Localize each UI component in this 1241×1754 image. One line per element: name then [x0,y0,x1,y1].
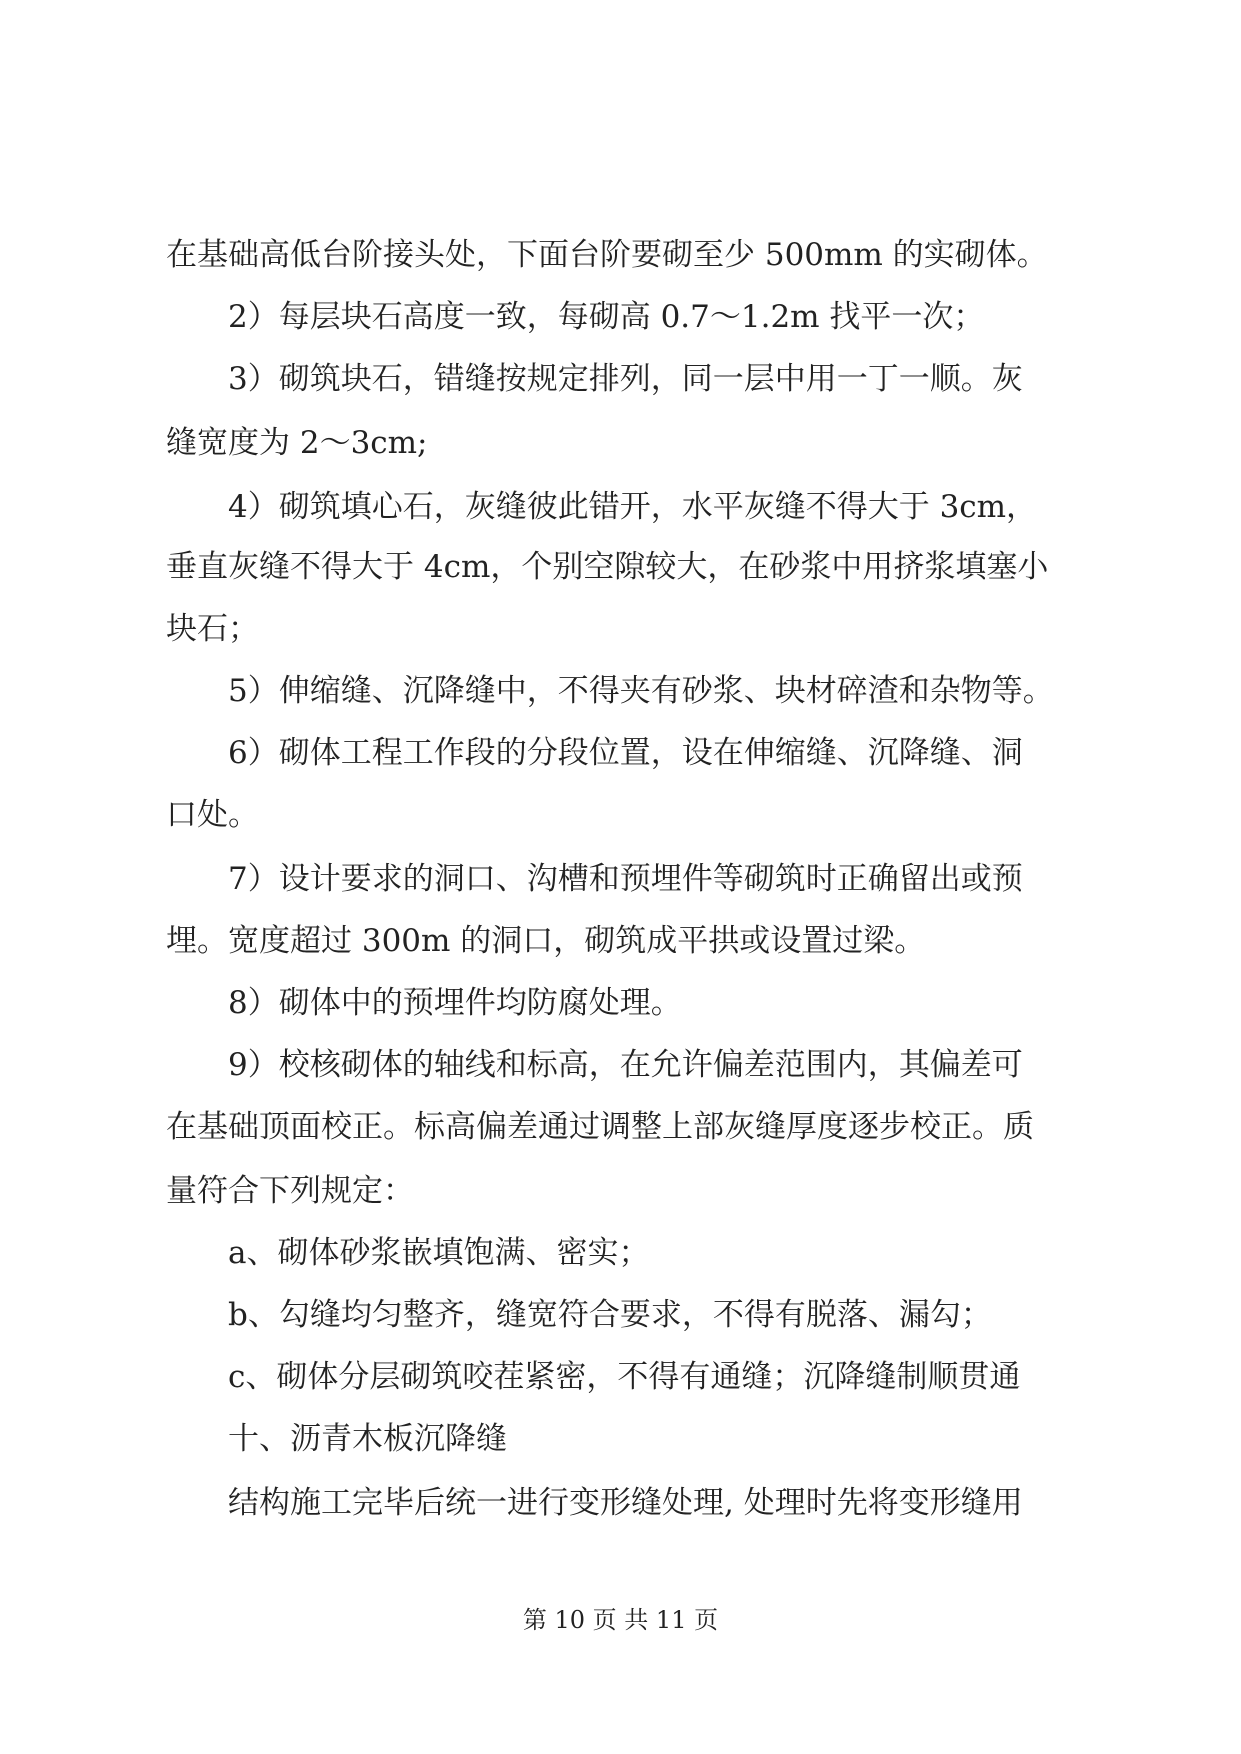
text-line: b、勾缝均匀整齐，缝宽符合要求，不得有脱落、漏勾； [228,1297,992,1333]
text-line: 垂直灰缝不得大于 4cm，个别空隙较大，在砂浆中用挤浆填塞小 [166,549,1049,585]
text-line: 6）砌体工程工作段的分段位置，设在伸缩缝、沉降缝、洞 [228,735,1023,771]
section-heading: 十、沥青木板沉降缝 [228,1421,507,1457]
text-line: 结构施工完毕后统一进行变形缝处理, 处理时先将变形缝用 [228,1485,1023,1521]
text-line: a、砌体砂浆嵌填饱满、密实； [228,1235,650,1271]
page-footer: 第 10 页 共 11 页 [522,1606,719,1634]
text-line: 量符合下列规定： [166,1173,414,1209]
text-line: 在基础高低台阶接头处，下面台阶要砌至少 500mm 的实砌体。 [166,237,1048,273]
text-line: 埋。宽度超过 300m 的洞口，砌筑成平拱或设置过梁。 [166,923,926,959]
text-line: 4）砌筑填心石，灰缝彼此错开，水平灰缝不得大于 3cm， [228,489,1038,525]
text-line: 2）每层块石高度一致，每砌高 0.7～1.2m 找平一次； [228,299,985,335]
text-line: 5）伸缩缝、沉降缝中，不得夹有砂浆、块材碎渣和杂物等。 [228,673,1054,709]
text-line: 口处。 [166,797,259,833]
text-line: 9）校核砌体的轴线和标高，在允许偏差范围内，其偏差可 [228,1047,1023,1083]
text-line: c、砌体分层砌筑咬茬紧密，不得有通缝；沉降缝制顺贯通 [228,1359,1021,1395]
text-line: 3）砌筑块石，错缝按规定排列，同一层中用一丁一顺。灰 [228,361,1023,397]
text-line: 在基础顶面校正。标高偏差通过调整上部灰缝厚度逐步校正。质 [166,1109,1034,1145]
text-line: 块石； [166,611,259,647]
text-line: 8）砌体中的预埋件均防腐处理。 [228,985,682,1021]
text-line: 7）设计要求的洞口、沟槽和预埋件等砌筑时正确留出或预 [228,861,1023,897]
text-line: 缝宽度为 2～3cm; [166,425,428,461]
